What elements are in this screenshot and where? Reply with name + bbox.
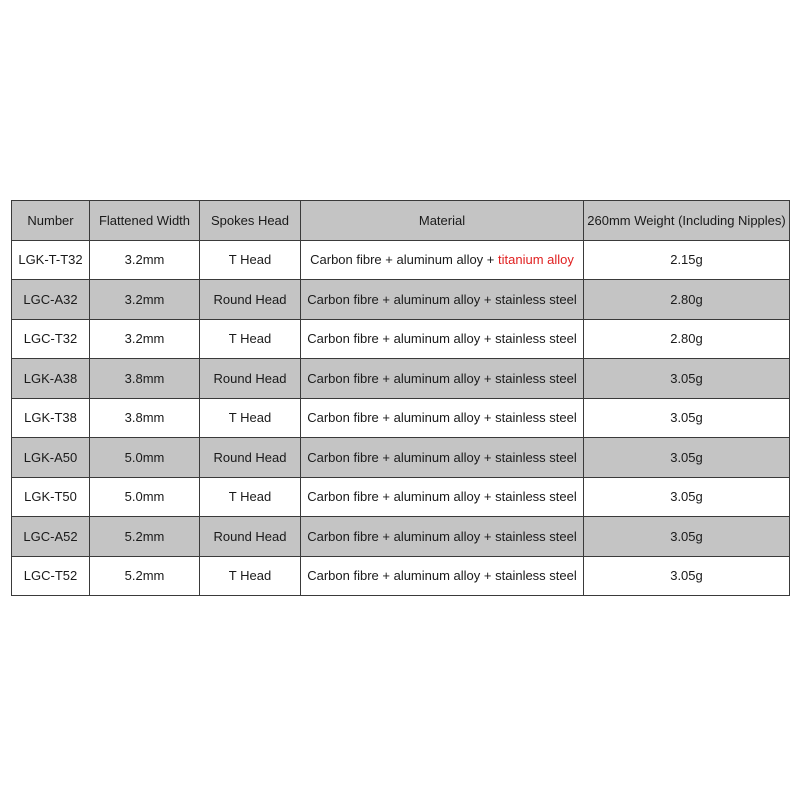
spoke-spec-table	[11, 200, 790, 596]
material-text: Carbon fibre + aluminum alloy + stainless steel	[307, 291, 577, 307]
cell-material	[301, 477, 584, 517]
header-flattened-width: Flattened Width	[90, 201, 200, 241]
cell-spokes-head: Round Head	[200, 280, 301, 320]
material-accent-text: titanium alloy	[498, 252, 574, 268]
cell-flattened-width: 3.2mm	[90, 280, 200, 320]
table-row	[12, 359, 790, 399]
cell-number: LGC-A52	[12, 517, 90, 557]
cell-flattened-width: 5.2mm	[90, 517, 200, 557]
cell-number: LGK-T50	[12, 477, 90, 517]
material-text: Carbon fibre + aluminum alloy + stainless steel	[307, 410, 577, 426]
cell-spokes-head: T Head	[200, 398, 301, 438]
cell-weight: 3.05g	[584, 477, 790, 517]
cell-flattened-width: 5.2mm	[90, 556, 200, 596]
cell-spokes-head: T Head	[200, 556, 301, 596]
cell-number: LGK-T38	[12, 398, 90, 438]
material-text: Carbon fibre + aluminum alloy + stainless steel	[307, 489, 577, 505]
table-row	[12, 477, 790, 517]
table-row	[12, 240, 790, 280]
cell-spokes-head: Round Head	[200, 359, 301, 399]
header-spokes-head: Spokes Head	[200, 201, 301, 241]
cell-material	[301, 556, 584, 596]
cell-material	[301, 319, 584, 359]
cell-spokes-head: T Head	[200, 240, 301, 280]
table-row	[12, 280, 790, 320]
cell-spokes-head: T Head	[200, 477, 301, 517]
cell-flattened-width: 5.0mm	[90, 438, 200, 478]
cell-flattened-width: 5.0mm	[90, 477, 200, 517]
cell-material	[301, 280, 584, 320]
cell-flattened-width: 3.2mm	[90, 240, 200, 280]
header-number: Number	[12, 201, 90, 241]
table-body	[12, 240, 790, 596]
cell-flattened-width: 3.8mm	[90, 359, 200, 399]
cell-number: LGK-A38	[12, 359, 90, 399]
header-weight: 260mm Weight (Including Nipples)	[584, 201, 790, 241]
cell-flattened-width: 3.2mm	[90, 319, 200, 359]
cell-material	[301, 517, 584, 557]
cell-number: LGK-T-T32	[12, 240, 90, 280]
cell-material	[301, 359, 584, 399]
material-text: Carbon fibre + aluminum alloy +	[310, 252, 498, 268]
cell-material	[301, 240, 584, 280]
cell-weight: 3.05g	[584, 398, 790, 438]
cell-weight: 2.80g	[584, 280, 790, 320]
table-row	[12, 398, 790, 438]
cell-weight: 3.05g	[584, 438, 790, 478]
cell-spokes-head: Round Head	[200, 517, 301, 557]
cell-weight: 3.05g	[584, 359, 790, 399]
cell-number: LGC-T32	[12, 319, 90, 359]
table-row	[12, 319, 790, 359]
material-text: Carbon fibre + aluminum alloy + stainless steel	[307, 528, 577, 544]
material-text: Carbon fibre + aluminum alloy + stainless steel	[307, 370, 577, 386]
cell-number: LGC-T52	[12, 556, 90, 596]
cell-spokes-head: Round Head	[200, 438, 301, 478]
cell-flattened-width: 3.8mm	[90, 398, 200, 438]
header-material: Material	[301, 201, 584, 241]
cell-weight: 2.15g	[584, 240, 790, 280]
material-text: Carbon fibre + aluminum alloy + stainless steel	[307, 331, 577, 347]
table-row	[12, 517, 790, 557]
table-header	[12, 201, 790, 241]
cell-weight: 3.05g	[584, 517, 790, 557]
header-row	[12, 201, 790, 241]
material-text: Carbon fibre + aluminum alloy + stainless steel	[307, 568, 577, 584]
cell-number: LGK-A50	[12, 438, 90, 478]
table-row	[12, 438, 790, 478]
cell-spokes-head: T Head	[200, 319, 301, 359]
table-row	[12, 556, 790, 596]
cell-weight: 2.80g	[584, 319, 790, 359]
cell-material	[301, 438, 584, 478]
cell-material	[301, 398, 584, 438]
material-text: Carbon fibre + aluminum alloy + stainless steel	[307, 449, 577, 465]
cell-number: LGC-A32	[12, 280, 90, 320]
cell-weight: 3.05g	[584, 556, 790, 596]
